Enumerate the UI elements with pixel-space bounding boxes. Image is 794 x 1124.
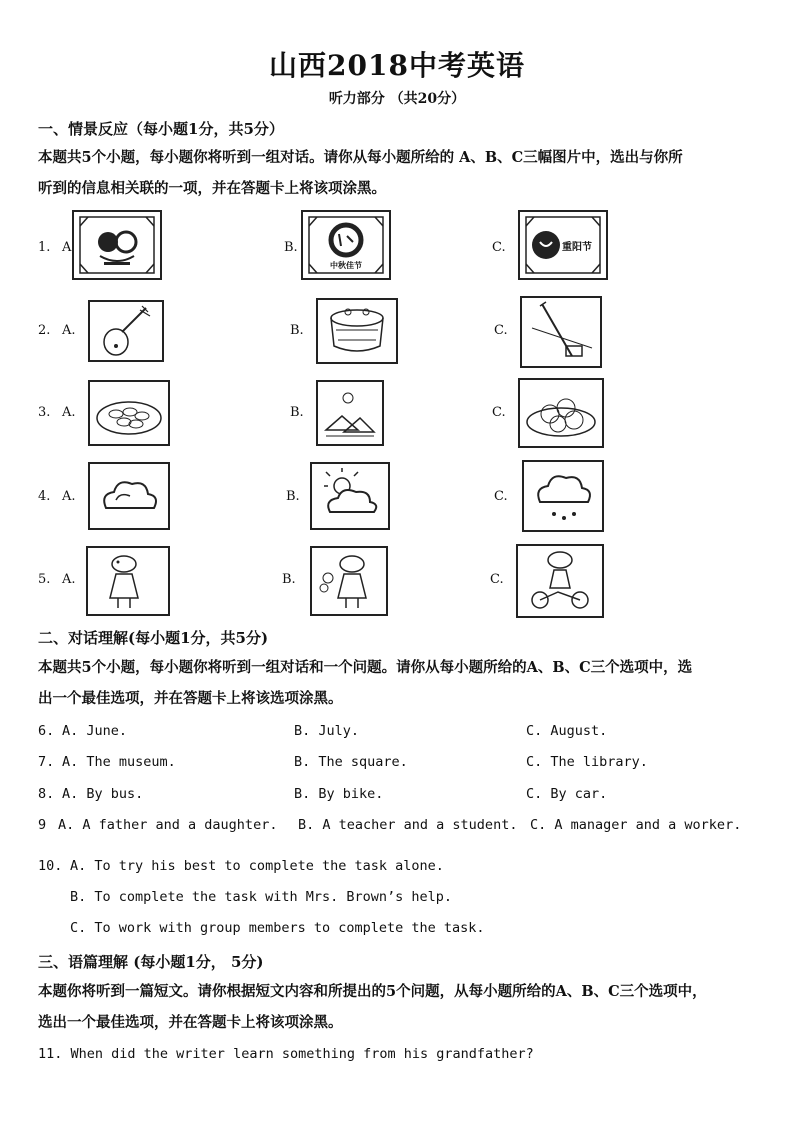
question-9-option-a[interactable]: A. A father and a daughter. (58, 817, 278, 833)
question-8-option-c[interactable]: C. By car. (526, 786, 608, 802)
question-3-option-b-label: B. (290, 405, 304, 420)
question-4-option-b-label: B. (286, 489, 300, 504)
question-3-option-a-label: A. (62, 405, 76, 420)
section1-instructions-line2: 听到的信息相关联的一项，并在答题卡上将该项涂黑。 (38, 180, 386, 197)
section2-instructions-line2: 出一个最佳选项，并在答题卡上将该选项涂黑。 (38, 690, 343, 707)
question-9-number: 9 (38, 817, 47, 833)
question-4-number: 4. (38, 489, 51, 504)
section1-heading: 一、情景反应（每小题1分，共5分） (38, 120, 284, 138)
section2-instructions-line1: 本题共5个小题，每小题你将听到一组对话和一个问题。请你从每小题所给的A、B、C三个选项中，选 (38, 659, 693, 676)
question-5-option-a-label: A. (62, 572, 76, 587)
buns-plate-icon (520, 380, 602, 446)
drum-icon (318, 300, 396, 362)
question-1-picture-b-caption: 中秋佳节 (330, 260, 362, 270)
rainy-icon (524, 462, 602, 530)
question-5-option-c-label: C. (490, 572, 504, 587)
question-5-option-b-label: B. (282, 572, 296, 587)
question-5-number: 5. (38, 572, 51, 587)
question-10-option-c[interactable]: C. To work with group members to complete the task. (70, 920, 485, 936)
question-2-number: 2. (38, 323, 51, 338)
question-8-option-a[interactable]: A. By bus. (62, 786, 144, 802)
question-9-option-c[interactable]: C. A manager and a worker. (530, 817, 742, 833)
question-4-option-c-label: C. (494, 489, 508, 504)
pig-character-standing-icon (88, 548, 168, 614)
question-5-picture-b[interactable] (310, 546, 388, 616)
question-7-option-c[interactable]: C. The library. (526, 754, 648, 770)
question-2-picture-b[interactable] (316, 298, 398, 364)
question-3-picture-a[interactable] (88, 380, 170, 446)
question-9-option-b[interactable]: B. A teacher and a student. (298, 817, 518, 833)
pipa-instrument-icon (90, 302, 162, 360)
cloudy-icon (90, 464, 168, 528)
erhu-instrument-icon (522, 298, 600, 366)
question-1-picture-a[interactable] (72, 210, 162, 280)
question-7-number: 7. (38, 754, 55, 770)
question-1-option-b-label: B. (284, 240, 298, 255)
mooncake-logo-icon (74, 212, 160, 278)
section3-heading: 三、语篇理解 (每小题1分， 5分) (38, 953, 264, 971)
question-10-option-a[interactable]: A. To try his best to complete the task alone. (70, 858, 444, 874)
question-7-option-a[interactable]: A. The museum. (62, 754, 176, 770)
question-4-picture-b[interactable] (310, 462, 390, 530)
page-title: 山西2018中考英语 (269, 49, 525, 82)
pig-character-riding-bike-icon (518, 546, 602, 616)
question-2-option-c-label: C. (494, 323, 508, 338)
question-5-picture-c[interactable] (516, 544, 604, 618)
question-8-option-b[interactable]: B. By bike. (294, 786, 384, 802)
question-2-option-b-label: B. (290, 323, 304, 338)
question-2-picture-a[interactable] (88, 300, 164, 362)
question-3-number: 3. (38, 405, 51, 420)
question-1-picture-c-caption: 重阳节 (562, 242, 592, 253)
dumplings-plate-icon (90, 382, 168, 444)
question-2-picture-c[interactable] (520, 296, 602, 368)
question-5-picture-a[interactable] (86, 546, 170, 616)
question-7-option-b[interactable]: B. The square. (294, 754, 408, 770)
question-4-option-a-label: A. (62, 489, 76, 504)
question-11-text: 11. When did the writer learn something from his grandfather? (38, 1046, 534, 1062)
question-6-number: 6. (38, 723, 55, 739)
question-1-number: 1. (38, 240, 51, 255)
section1-instructions-line1: 本题共5个小题，每小题你将听到一组对话。请你从每小题所给的 A、B、C三幅图片中，选出与你所 (38, 149, 683, 166)
question-1-picture-c[interactable] (518, 210, 608, 280)
question-3-picture-c[interactable] (518, 378, 604, 448)
question-10-number: 10. (38, 858, 63, 874)
section2-heading: 二、对话理解(每小题1分，共5分) (38, 629, 269, 647)
partly-sunny-icon (312, 464, 388, 528)
pig-character-with-flowers-icon (312, 548, 386, 614)
question-6-option-b[interactable]: B. July. (294, 723, 360, 739)
question-3-option-c-label: C. (492, 405, 506, 420)
question-10-option-b[interactable]: B. To complete the task with Mrs. Brown’s help. (70, 889, 453, 905)
question-1-option-c-label: C. (492, 240, 506, 255)
question-4-picture-c[interactable] (522, 460, 604, 532)
question-3-picture-b[interactable] (316, 380, 384, 446)
question-2-option-a-label: A. (62, 323, 76, 338)
question-6-option-c[interactable]: C. August. (526, 723, 608, 739)
question-6-option-a[interactable]: A. June. (62, 723, 128, 739)
question-4-picture-a[interactable] (88, 462, 170, 530)
question-1-picture-b[interactable] (301, 210, 391, 280)
zongzi-icon (318, 382, 382, 444)
question-8-number: 8. (38, 786, 55, 802)
question-1-option-a-label: A (62, 240, 72, 255)
page-subtitle: 听力部分 （共20分） (328, 91, 466, 107)
section3-instructions-line2: 选出一个最佳选项，并在答题卡上将该项涂黑。 (38, 1014, 343, 1031)
section3-instructions-line1: 本题你将听到一篇短文。请你根据短文内容和所提出的5个问题，从每小题所给的A、B、C三个选项中， (38, 983, 707, 1000)
